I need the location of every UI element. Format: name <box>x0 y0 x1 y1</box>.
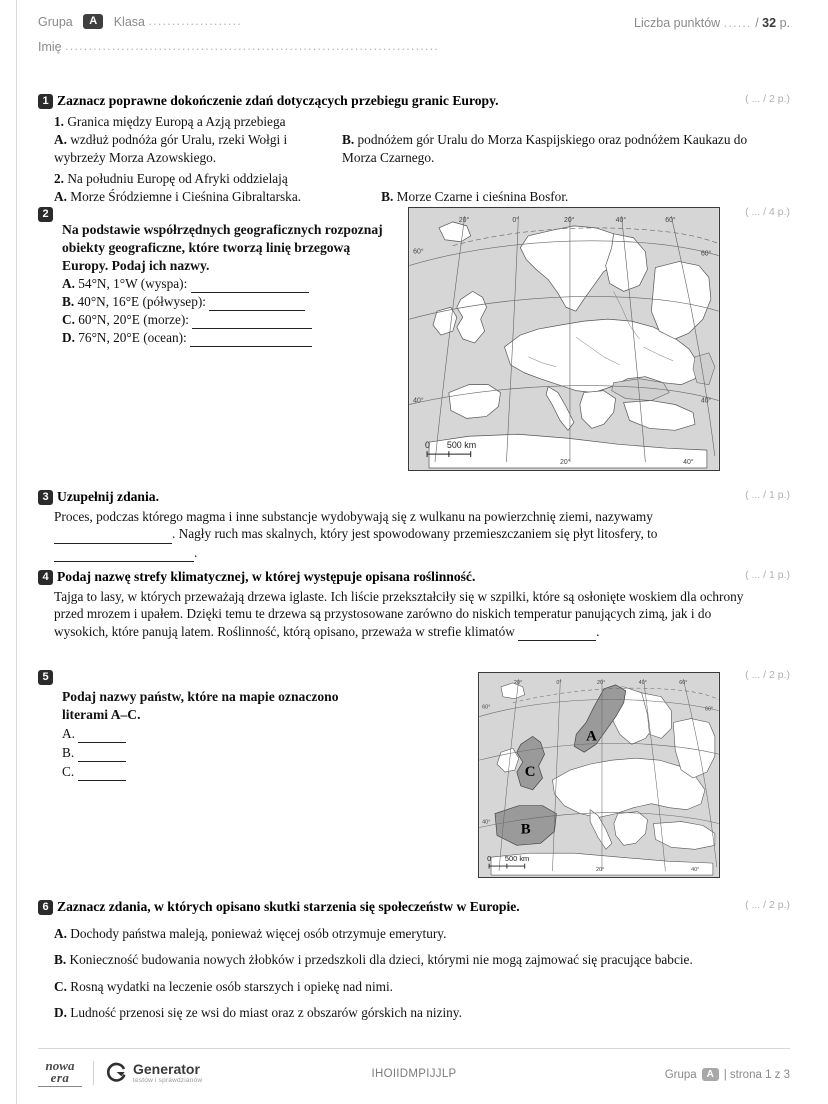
score-area <box>634 16 790 30</box>
task-6-title: Zaznacz zdania, w których opisano skutki starzenia się społeczeństw w Europie. <box>57 899 520 914</box>
svg-text:40°: 40° <box>638 679 647 686</box>
page-footer <box>38 1060 790 1094</box>
task-2-answer-c-text: 60°N, 20°E (morze): <box>78 311 189 327</box>
footer-page-number: strona 1 z 3 <box>729 1068 790 1081</box>
svg-text:20°: 20° <box>513 679 523 686</box>
task-1-item-1-text: Granica między Europą a Azją przebiega <box>67 114 286 129</box>
task-1 <box>38 92 790 205</box>
task-2-title: Na podstawie współrzędnych geograficznych rozpoznaj obiekty geograficzne, które tworzą linię brzegową Europy. Podaj ich nazwy. <box>62 222 383 273</box>
svg-text:0°: 0° <box>556 679 562 686</box>
task-2-answer-a-letter: A. <box>62 275 75 291</box>
task-4-text-part1: Tajga to lasy, w których przeważają drzewa iglaste. Ich liście przekształciły się w szpilki, które są osłonięte woskiem dla ochrony przed mrozem i upałem. Dzięki temu te drzewa są przystosowane zarówno do niskich temperatur panujących zimą, jak i do wysokich, które panują latem. Roślinność, którą opisano, przeważa w strefie klimatów <box>54 589 744 639</box>
task-3-text-part1: Proces, podczas którego magma i inne substancje wydobywają się z wulkanu na powierzchnię ziemi, nazywamy <box>54 509 653 524</box>
task-2-answer-c-letter: C. <box>62 311 75 327</box>
score-separator: / <box>755 16 759 30</box>
task-1-item-1-option-a-text: wzdłuż podnóża gór Uralu, rzeki Wołgi i wybrzeży Morza Azowskiego. <box>54 132 288 165</box>
task-5-answer-a <box>62 726 362 743</box>
task-1-item-1-option-a[interactable] <box>54 131 342 166</box>
task-3-blank-1[interactable] <box>54 525 172 543</box>
svg-text:60°: 60° <box>413 248 424 256</box>
klasa-label: Klasa <box>113 14 145 29</box>
task-6-points: ( ... / 2 p.) <box>745 899 790 911</box>
task-6-option-c-text: Rosną wydatki na leczenie osób starszych i opiekę nad nimi. <box>70 978 393 994</box>
task-6-option-a-letter: A. <box>54 926 67 941</box>
task-1-item-2-number: 2. <box>54 170 64 186</box>
grupa-badge: A <box>83 14 103 29</box>
task-2-answer-b-letter: B. <box>62 293 75 309</box>
svg-text:0: 0 <box>425 440 431 451</box>
task-2-answer-c-input[interactable] <box>192 312 312 329</box>
task-2-answer-b <box>62 294 392 311</box>
task-1-item-1-option-a-letter: A. <box>54 132 67 148</box>
task-6-option-d[interactable] <box>54 1004 766 1021</box>
task-1-number: 1 <box>38 94 53 109</box>
svg-text:40°: 40° <box>615 216 627 224</box>
svg-text:20°: 20° <box>560 459 571 467</box>
generator-subtitle: testów i sprawdzianów <box>133 1077 203 1085</box>
task-3-points: ( ... / 1 p.) <box>745 489 790 501</box>
footer-separator: | <box>723 1068 727 1081</box>
task-6-option-d-letter: D. <box>54 1004 67 1020</box>
map-label-a: A <box>586 728 597 745</box>
task-5-answer-b-letter: B. <box>62 744 75 760</box>
task-4-blank-1[interactable] <box>518 623 596 641</box>
task-1-item-1-option-b[interactable] <box>342 131 782 166</box>
task-5-title: Podaj nazwy państw, które na mapie oznaczono literami A–C. <box>62 689 339 722</box>
task-1-item-2-option-b[interactable] <box>381 188 790 205</box>
task-6-option-c-letter: C. <box>54 978 67 994</box>
task-2-answer-c <box>62 312 392 329</box>
task-6-option-a[interactable] <box>54 925 766 942</box>
grupa-label: Grupa <box>38 14 73 29</box>
svg-text:40°: 40° <box>691 867 700 874</box>
task-5-answer-a-input[interactable] <box>78 726 126 743</box>
europe-map-countries <box>478 672 720 878</box>
task-4 <box>38 568 790 641</box>
task-6-option-b-letter: B. <box>54 952 67 968</box>
task-2-answer-a-input[interactable] <box>191 276 309 293</box>
task-2-answer-d-input[interactable] <box>190 330 312 347</box>
task-1-item-2-options <box>54 188 790 205</box>
svg-text:60°: 60° <box>665 216 676 224</box>
task-6-option-a-text: Dochody państwa maleją, ponieważ więcej osób otrzymuje emerytury. <box>70 926 447 941</box>
task-1-item-1-lead <box>54 113 790 130</box>
nowa-era-line-1: nowa <box>45 1058 75 1073</box>
task-5-answer-c <box>62 764 362 781</box>
page-left-rule <box>16 0 17 1104</box>
task-1-title: Zaznacz poprawne dokończenie zdań dotyczących przebiegu granic Europy. <box>57 93 499 108</box>
footer-divider <box>38 1048 790 1049</box>
nowa-era-line-2: era <box>50 1070 70 1086</box>
svg-text:60°: 60° <box>704 706 714 713</box>
task-2-answer-d-text: 76°N, 20°E (ocean): <box>78 329 187 345</box>
task-4-body <box>54 588 754 641</box>
footer-page-info <box>665 1068 790 1081</box>
task-1-item-1-option-b-text: podnóżem gór Uralu do Morza Kaspijskiego oraz podnóżem Kaukazu do Morza Czarnego. <box>342 132 748 165</box>
task-2-answer-d-letter: D. <box>62 329 75 345</box>
task-6 <box>38 898 790 1021</box>
task-2-number: 2 <box>38 207 53 222</box>
svg-text:40°: 40° <box>683 459 694 467</box>
task-3 <box>38 488 790 562</box>
task-3-blank-2[interactable] <box>54 544 194 562</box>
task-1-item-2-option-a[interactable] <box>54 188 381 205</box>
svg-text:0°: 0° <box>512 216 520 224</box>
svg-text:40°: 40° <box>700 397 712 405</box>
task-4-points: ( ... / 1 p.) <box>745 569 790 581</box>
svg-text:20°: 20° <box>596 867 605 874</box>
task-5-points: ( ... / 2 p.) <box>745 669 790 681</box>
task-1-item-2-text: Na południu Europę od Afryki oddzielają <box>67 170 288 186</box>
header-row-group-class <box>38 14 790 36</box>
svg-text:20°: 20° <box>564 216 575 224</box>
task-3-text-part2: . Nagły ruch mas skalnych, który jest spowodowany przemieszczaniem się płyt litosfery, to <box>172 526 658 542</box>
map-label-b: B <box>520 821 531 838</box>
task-1-item-2-option-b-letter: B. <box>381 189 394 205</box>
task-1-item-1-options <box>54 131 790 166</box>
svg-text:60°: 60° <box>679 679 688 686</box>
svg-text:40°: 40° <box>413 397 424 405</box>
map-label-c: C <box>524 763 536 780</box>
task-5-answer-a-letter: A. <box>62 725 75 741</box>
svg-text:500 km: 500 km <box>446 440 477 451</box>
task-5-answer-c-letter: C. <box>62 763 75 779</box>
footer-grupa-label: Grupa <box>664 1068 697 1081</box>
task-6-number: 6 <box>38 900 53 915</box>
europe-map-coordinates <box>408 207 720 471</box>
svg-text:500 km: 500 km <box>504 854 530 864</box>
svg-text:0: 0 <box>487 854 492 864</box>
task-1-item-2-option-a-letter: A. <box>54 189 67 205</box>
task-1-item-1-option-b-letter: B. <box>342 132 355 148</box>
imie-input-line[interactable]: ................................................................................ <box>65 39 439 53</box>
task-6-option-c[interactable] <box>54 978 766 995</box>
svg-text:20°: 20° <box>597 679 606 686</box>
svg-text:20°: 20° <box>458 216 470 224</box>
task-2-answer-a-text: 54°N, 1°W (wyspa): <box>78 275 188 291</box>
task-6-option-b[interactable] <box>54 951 766 968</box>
score-max: 32 <box>762 16 777 30</box>
footer-grupa-badge: A <box>702 1068 719 1081</box>
task-2-answer-b-text: 40°N, 16°E (półwysep): <box>77 293 206 309</box>
task-2-points: ( ... / 4 p.) <box>745 206 790 218</box>
score-unit: p. <box>779 16 790 30</box>
task-4-number: 4 <box>38 570 53 585</box>
task-1-item-2-option-a-text: Morze Śródziemne i Cieśnina Gibraltarska. <box>70 189 302 205</box>
imie-label: Imię <box>38 39 62 54</box>
task-5-answer-b-input[interactable] <box>78 745 126 762</box>
task-3-text-part3: . <box>194 544 198 560</box>
task-1-item-2-option-b-text: Morze Czarne i cieśnina Bosfor. <box>396 189 569 205</box>
generator-title: Generator <box>133 1061 200 1078</box>
task-5-answer-b <box>62 745 362 762</box>
task-5-number: 5 <box>38 670 53 685</box>
task-5-answer-c-input[interactable] <box>78 764 126 781</box>
task-6-option-d-text: Ludność przenosi się ze wsi do miast oraz z obszarów górskich na niziny. <box>70 1004 462 1020</box>
task-4-text-part2: . <box>596 623 600 639</box>
task-3-body <box>54 508 754 562</box>
header-row-name <box>38 39 790 59</box>
svg-text:40°: 40° <box>482 819 491 826</box>
task-3-title: Uzupełnij zdania. <box>57 489 159 504</box>
task-1-item-1-number: 1. <box>54 114 64 129</box>
document-code: IHOIIDMPIJJLP <box>371 1068 457 1080</box>
score-input-line[interactable]: ...... <box>723 16 752 30</box>
task-6-option-b-text: Konieczność budowania nowych żłobków i przedszkoli dla dzieci, którymi nie mogą zajmować się pracujące babcie. <box>69 952 693 968</box>
task-4-title: Podaj nazwę strefy klimatycznej, w której występuje opisana roślinność. <box>57 569 476 584</box>
task-2-answer-a <box>62 276 392 293</box>
task-2-answer-d <box>62 330 392 347</box>
klasa-input-line[interactable]: .................... <box>148 14 242 28</box>
task-3-number: 3 <box>38 490 53 505</box>
task-1-points: ( ... / 2 p.) <box>745 93 790 105</box>
task-1-item-2-lead <box>54 170 790 187</box>
page-header <box>38 14 790 60</box>
svg-text:60°: 60° <box>482 704 491 711</box>
score-label: Liczba punktów <box>634 16 721 30</box>
nowa-era-underline <box>38 1086 82 1087</box>
svg-text:60°: 60° <box>700 250 712 258</box>
task-2-answer-b-input[interactable] <box>209 294 305 311</box>
